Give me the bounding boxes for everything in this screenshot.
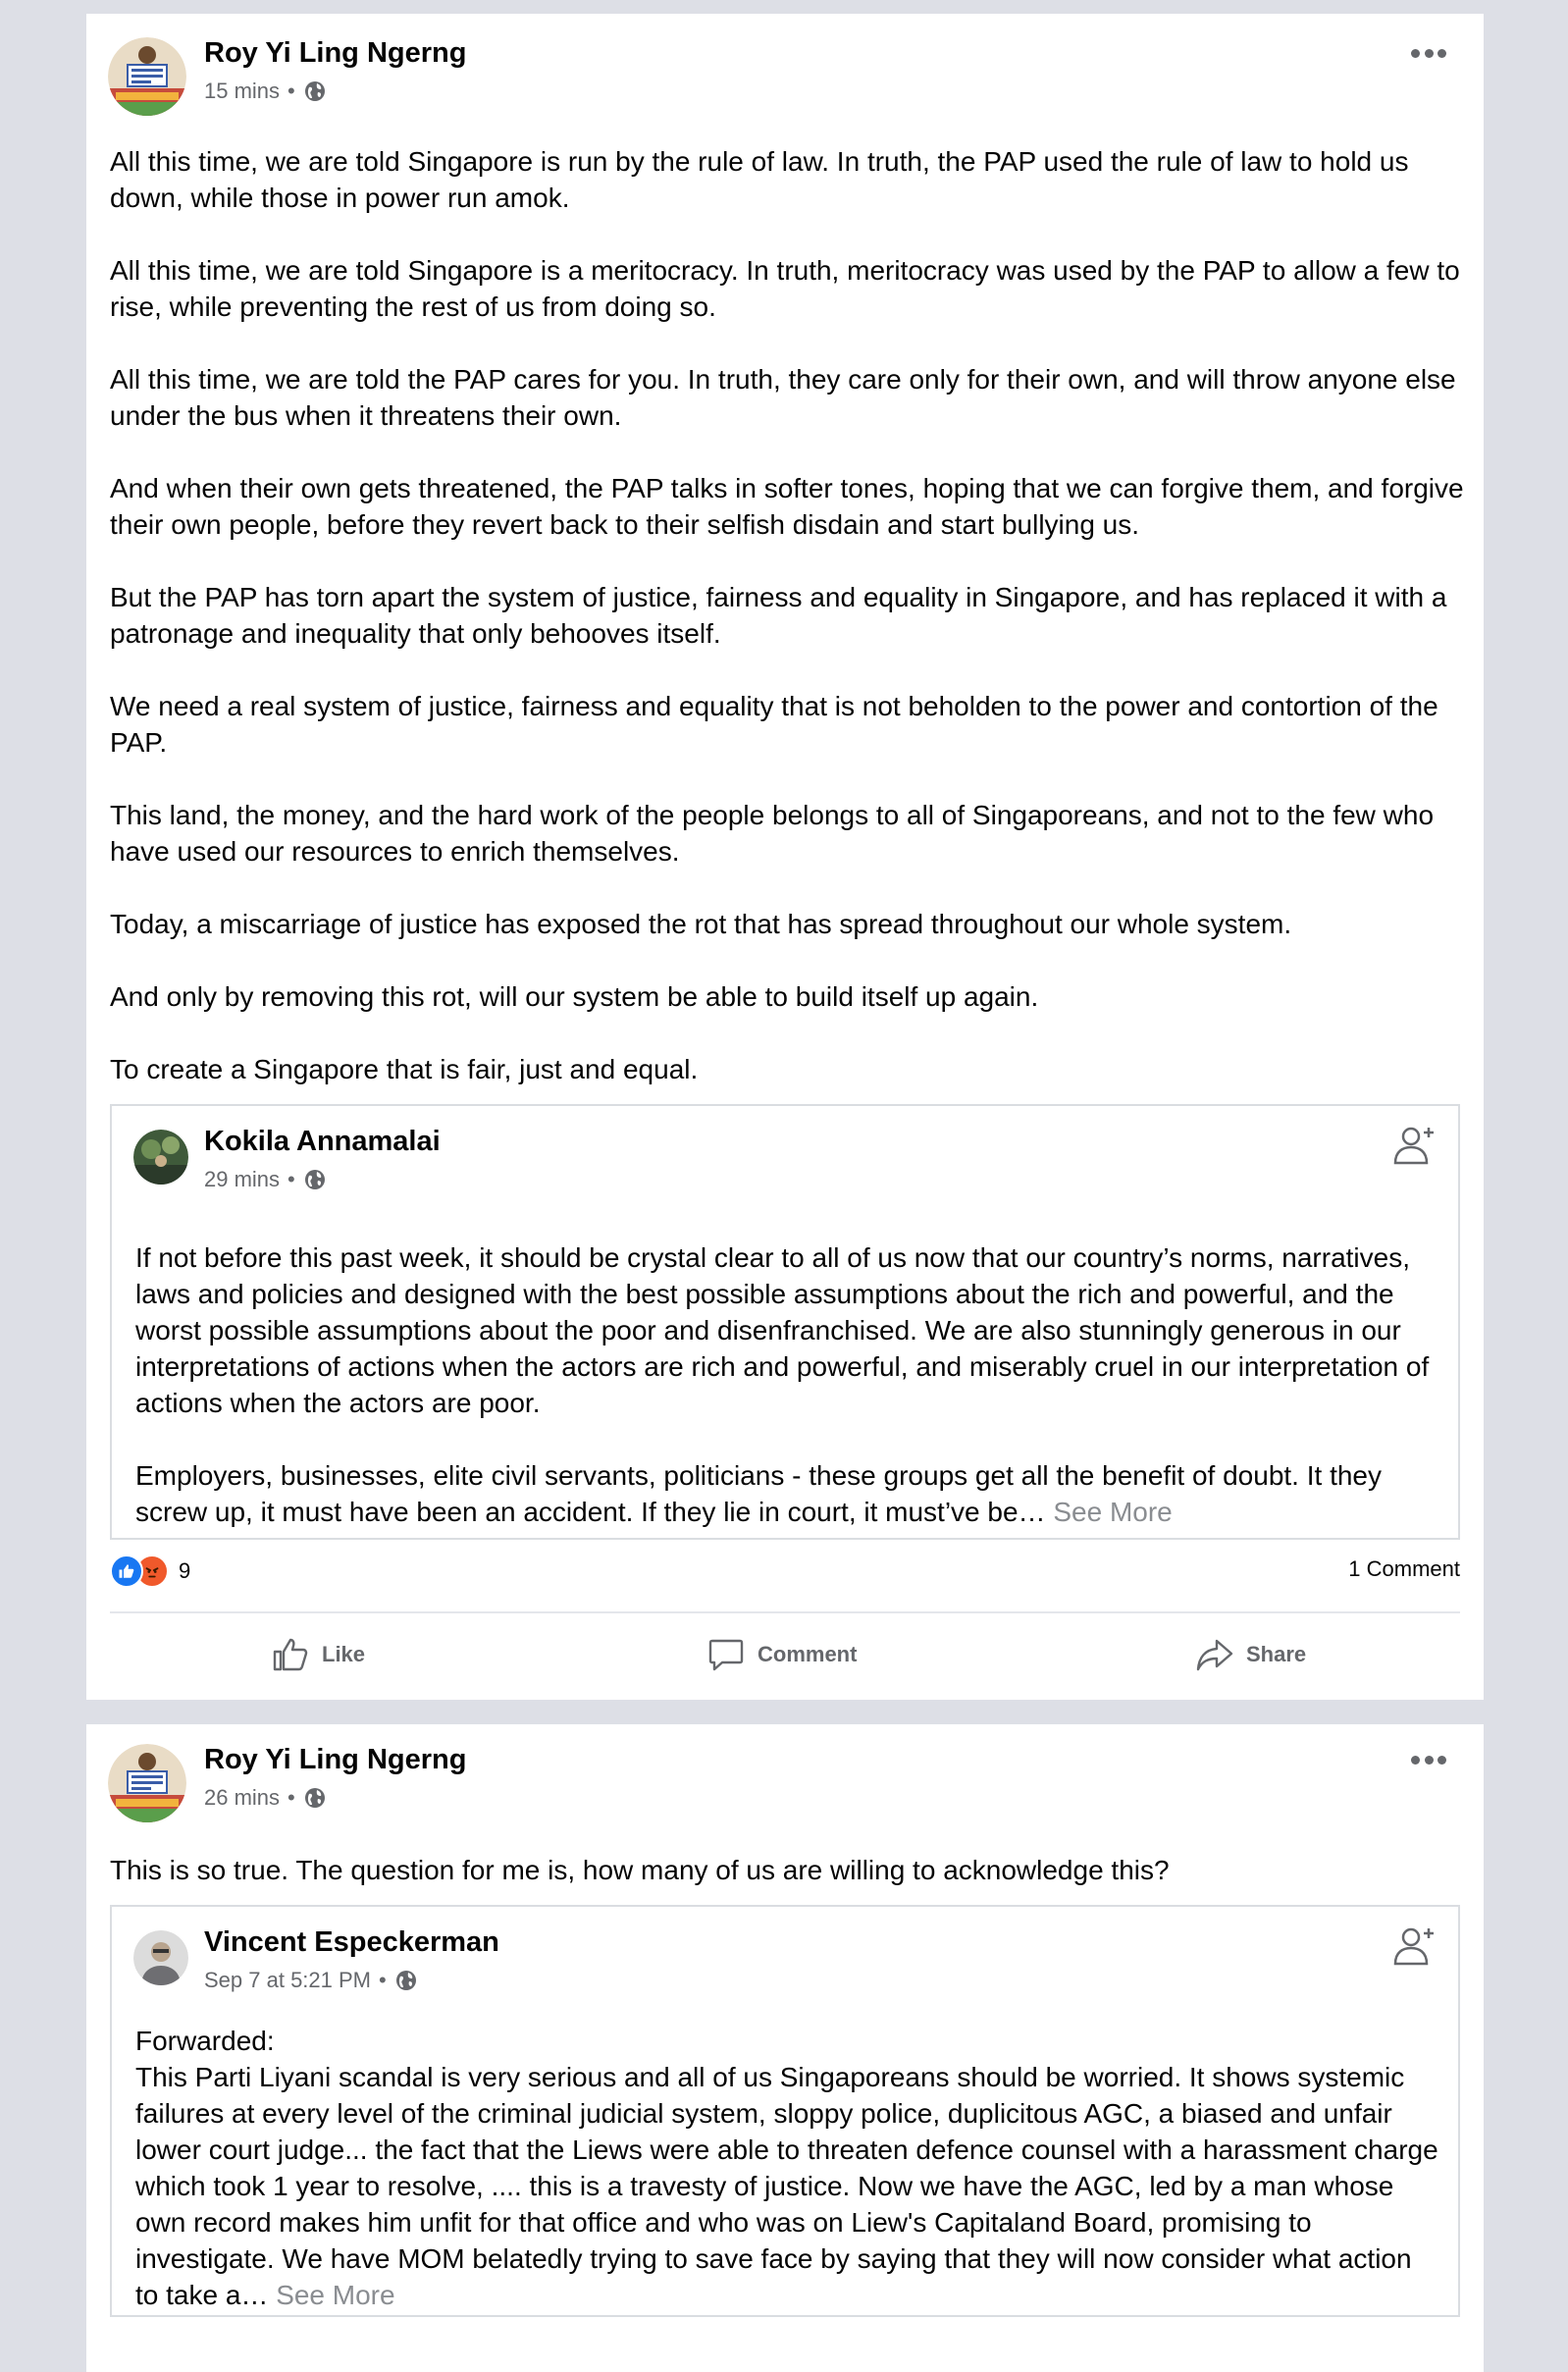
post-meta	[204, 79, 327, 104]
share-button-label: Share	[1246, 1642, 1307, 1666]
meta-separator: •	[287, 79, 295, 103]
share-arrow-icon	[1195, 1635, 1234, 1674]
shared-author-name[interactable]: Vincent Especkerman	[204, 1926, 499, 1958]
add-friend-icon[interactable]	[1391, 1923, 1438, 1970]
reaction-summary[interactable]	[110, 1555, 190, 1588]
post-paragraph: And when their own gets threatened, the PAP talks in softer tones, hoping that we can forgive them, and forgive their own people, before they revert back to their selfish disdain and start bullying us.	[110, 473, 1464, 540]
shared-post-text	[135, 2059, 1440, 2313]
like-button-label: Like	[322, 1642, 366, 1666]
reaction-count[interactable]: 9	[179, 1558, 191, 1583]
post-paragraph: To create a Singapore that is fair, just and equal.	[110, 1054, 699, 1084]
author-avatar[interactable]	[108, 1744, 186, 1822]
post-card	[86, 1724, 1484, 2372]
author-name[interactable]: Roy Yi Ling Ngerng	[204, 37, 467, 69]
more-options-icon[interactable]	[1411, 1754, 1446, 1766]
add-friend-icon[interactable]	[1391, 1122, 1438, 1169]
shared-post-meta	[204, 1167, 327, 1192]
meta-separator: •	[287, 1167, 295, 1191]
shared-post-text: Forwarded:	[135, 2026, 275, 2056]
post-timestamp[interactable]: 15 mins	[204, 79, 281, 103]
shared-author-avatar[interactable]	[133, 1930, 188, 1985]
post-paragraph: All this time, we are told the PAP cares for you. In truth, they care only for their own, and will throw anyone else under the bus when it threatens their own.	[110, 364, 1456, 431]
post-meta	[204, 1785, 327, 1811]
post-paragraph: But the PAP has torn apart the system of justice, fairness and equality in Singapore, and has replaced it with a patronage and inequality that only behooves itself.	[110, 582, 1447, 649]
comments-count[interactable]: 1 Comment	[1348, 1556, 1460, 1581]
share-button[interactable]	[1195, 1635, 1306, 1674]
like-reaction-icon	[110, 1555, 143, 1588]
shared-timestamp[interactable]: Sep 7 at 5:21 PM	[204, 1968, 371, 1992]
shared-post-card[interactable]	[110, 1104, 1460, 1540]
comment-button-label: Comment	[758, 1642, 858, 1666]
post-paragraph: And only by removing this rot, will our system be able to build itself up again.	[110, 981, 1039, 1012]
globe-icon	[303, 79, 327, 103]
shared-post-text	[135, 1457, 1440, 1530]
shared-timestamp[interactable]: 29 mins	[204, 1167, 281, 1191]
action-divider	[110, 1611, 1460, 1613]
shared-post-text-truncated: Employers, businesses, elite civil servants, politicians - these groups get all the benefit of doubt. It they screw up, it must have been an accident. If they lie in court, it must’ve be…	[135, 1460, 1382, 1527]
more-options-icon[interactable]	[1411, 47, 1446, 59]
shared-author-name[interactable]: Kokila Annamalai	[204, 1126, 441, 1157]
meta-separator: •	[287, 1785, 295, 1810]
like-button[interactable]	[271, 1635, 365, 1674]
globe-icon	[394, 1969, 418, 1992]
shared-post-meta	[204, 1968, 418, 1993]
post-timestamp[interactable]: 26 mins	[204, 1785, 281, 1810]
author-avatar[interactable]	[108, 37, 186, 116]
post-paragraph: This land, the money, and the hard work of the people belongs to all of Singaporeans, and not to the few who have used our resources to enrich themselves.	[110, 800, 1435, 867]
thumbs-up-icon	[271, 1635, 310, 1674]
shared-post-text: If not before this past week, it should be crystal clear to all of us now that our country’s norms, narratives, laws and policies and designed with the best possible assumptions about the rich and powerful, and the worst possible assumptions about the poor and disenfranchised. We are also stunningly generous in our interpretations of actions when the actors are rich and powerful, and miserably cruel in our interpretation of actions when the actors are poor.	[135, 1242, 1430, 1418]
post-card	[86, 14, 1484, 1700]
post-paragraph: All this time, we are told Singapore is a meritocracy. In truth, meritocracy was used by the PAP to allow a few to rise, while preventing the rest of us from doing so.	[110, 255, 1460, 322]
globe-icon	[303, 1168, 327, 1191]
see-more-link[interactable]: See More	[1053, 1497, 1173, 1527]
see-more-link[interactable]: See More	[276, 2280, 395, 2310]
shared-post-card[interactable]	[110, 1905, 1460, 2317]
post-paragraph: This is so true. The question for me is, how many of us are willing to acknowledge this?	[110, 1855, 1170, 1885]
globe-icon	[303, 1786, 327, 1810]
shared-author-avatar[interactable]	[133, 1130, 188, 1185]
author-name[interactable]: Roy Yi Ling Ngerng	[204, 1744, 467, 1775]
shared-post-text-truncated: This Parti Liyani scandal is very serious and all of us Singaporeans should be worried. It shows systemic failures at every level of the criminal judicial system, sloppy police, duplicitous AGC, a biased and unfair lower court judge... the fact that the Liews were able to threaten defence counsel with a harassment charge which took 1 year to resolve, .... this is a travesty of justice. Now we have the AGC, led by a man whose own record makes him unfit for that office and who was on Liew's Capitaland Board, promising to investigate. We have MOM belatedly trying to save face by saying that they will now consider what action to take a…	[135, 2062, 1438, 2310]
meta-separator: •	[379, 1968, 387, 1992]
post-paragraph: All this time, we are told Singapore is run by the rule of law. In truth, the PAP used the rule of law to hold us down, while those in power run amok.	[110, 146, 1409, 213]
comment-button[interactable]	[706, 1635, 857, 1674]
post-paragraph: Today, a miscarriage of justice has exposed the rot that has spread throughout our whole system.	[110, 909, 1292, 939]
comment-bubble-icon	[706, 1635, 746, 1674]
post-paragraph: We need a real system of justice, fairness and equality that is not beholden to the power and contortion of the PAP.	[110, 691, 1438, 758]
